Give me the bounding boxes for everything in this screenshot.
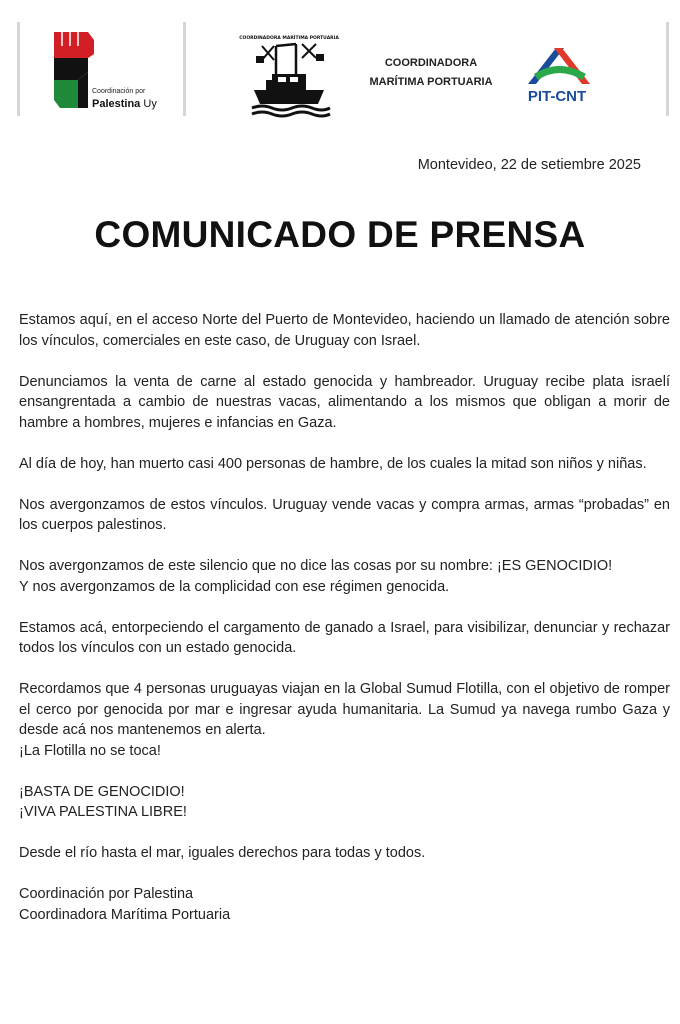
palestina-word: Palestina [92,98,141,110]
paragraph-7b: ¡La Flotilla no se toca! [19,742,161,759]
coordinacion-palestina-logo [48,28,168,114]
paragraph-6: Estamos acá, entorpeciendo el cargamento de ganado a Israel, para visibilizar, denunciar y rechazar todos los vínculos con un estado genocida. [19,619,670,656]
paragraph-2: Denunciamos la venta de carne al estado genocida y hambreador. Uruguay recibe plata israelí ensangrentada a cambio de nuestras vacas, alimentando a los mismos que obligan a morir de hambre a hombres, mujeres e infancias en Gaza. [19,373,670,431]
paragraph-1: Estamos aquí, en el acceso Norte del Puerto de Montevideo, haciendo un llamado de atención sobre los vínculos, comerciales en este caso, de Uruguay con Israel. [19,312,670,349]
document-date: Montevideo, 22 de setiembre 2025 [417,157,641,173]
port-ship-logo [239,34,339,116]
paragraph-7: Recordamos que 4 personas uruguayas viajan en la Global Sumud Flotilla, con el objetivo de romper el cerco por genocida por mar e ingresar ayuda humanitaria. La Sumud ya navega rumbo Gaza y desde acá nos mantenemos en alerta. [19,681,670,738]
coordinadora-wordmark [356,54,506,92]
coordinadora-line-1: COORDINADORA [384,57,478,69]
paragraph-9: Desde el río hasta el mar, iguales derechos para todas y todos. [19,845,426,861]
paragraph-5a: Nos avergonzamos de este silencio que no dice las cosas por su nombre: ¡ES GENOCIDIO! [19,558,613,574]
slogan-2: ¡VIVA PALESTINA LIBRE! [19,804,187,820]
header-divider-center [183,22,186,116]
pit-cnt-label: PIT-CNT [527,88,587,105]
paragraph-3: Al día de hoy, han muerto casi 400 personas de hambre, de los cuales la mitad son niños y niñas. [19,455,647,472]
pit-cnt-logo [514,44,604,112]
signature-2: Coordinadora Marítima Portuaria [19,906,231,923]
coordinacion-small-text: Coordinación por [92,88,146,95]
header-divider-left [17,22,20,116]
paragraph-4: Nos avergonzamos de estos vínculos. Uruguay vende vacas y compra armas, armas “probadas” en los cuerpos palestinos. [19,496,670,533]
ship-crane-icon [239,34,339,116]
slogan-1: ¡BASTA DE GENOCIDIO! [19,783,185,800]
ship-caption: COORDINADORA MARÍTIMA PORTUARIA [239,36,339,41]
raised-fist-icon [48,28,98,110]
coordinacion-big-text [92,98,157,110]
header-divider-right [666,22,669,116]
pit-cnt-emblem-icon [514,44,604,88]
paragraph-5b: Y nos avergonzamos de la complicidad con ese régimen genocida. [19,578,450,595]
coordinadora-line-2: MARÍTIMA PORTUARIA [369,76,493,88]
letterhead [0,22,680,118]
page-title: COMUNICADO DE PRENSA [94,214,586,255]
press-release-body [19,310,670,946]
signature-1: Coordinación por Palestina [19,886,194,902]
uy-word: Uy [143,98,157,110]
